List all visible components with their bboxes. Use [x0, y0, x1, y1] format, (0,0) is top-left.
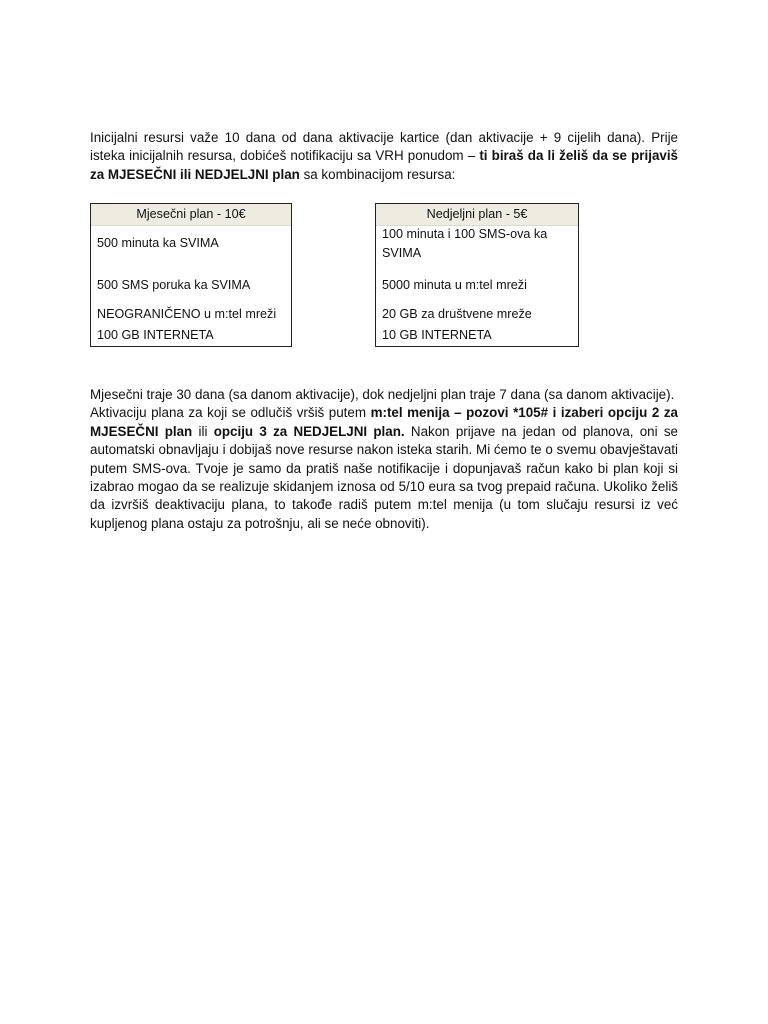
monthly-plan-row: 100 GB INTERNETA	[97, 328, 214, 342]
weekly-plan-row: 100 minuta i 100 SMS-ova ka SVIMA	[382, 227, 548, 260]
activation-text-1: Aktivaciju plana za koji se odlučiš vršiš putem	[90, 405, 371, 421]
weekly-plan-row: 20 GB za društvene mreže	[382, 307, 532, 321]
intro-paragraph	[90, 129, 678, 184]
intro-text-1: Inicijalni resursi važe 10 dana od dana aktivacije kartice (dan aktivacije + 9 cijelih dana). Prije isteka inicijalnih resursa, dobićeš notifikaciju sa VRH ponudom –	[90, 130, 678, 164]
intro-bold-choice: ti biraš da li želiš da se prijaviš za MJESEČNI ili NEDJELJNI plan	[90, 148, 679, 182]
activation-text-2: ili	[192, 423, 214, 439]
monthly-plan-table	[90, 203, 292, 347]
monthly-plan-row: NEOGRANIČENO u m:tel mreži	[97, 307, 277, 321]
weekly-plan-table	[375, 203, 579, 347]
monthly-plan-row: 500 SMS poruka ka SVIMA	[97, 278, 251, 292]
activation-bold-weekly: opciju 3 za NEDJELJNI plan.	[213, 423, 405, 439]
activation-text-3: Nakon prijave na jedan od planova, oni se automatski obnavljaju i dobijaš nove resurse nakon isteka starih. Mi ćemo te o svemu obavještavati putem SMS-ova. Tvoje je samo da pratiš naše notifikacije i dopunjavaš račun kako bi plan koji si izabrao mogao da se realizuje skidanjem iznosa od 5/10 eura sa tvog prepaid računa. Ukoliko želiš da izvršiš deaktivaciju plana, to takođe radiš putem m:tel menija (u tom slučaju resursi iz već kupljenog plana ostaju za potrošnju, ali se neće obnoviti).	[90, 423, 678, 531]
intro-text-2: sa kombinacijom resursa:	[299, 166, 456, 182]
weekly-plan-row: 5000 minuta u m:tel mreži	[382, 278, 527, 292]
outro-paragraph	[90, 386, 678, 533]
duration-text: Mjesečni traje 30 dana (sa danom aktivacije), dok nedjeljni plan traje 7 dana (sa danom aktivacije).	[90, 387, 675, 402]
activation-bold-monthly: m:tel menija – pozovi *105# i izaberi opciju 2 za MJESEČNI plan	[90, 405, 679, 439]
weekly-plan-title: Nedjeljni plan - 5€	[376, 204, 578, 226]
monthly-plan-title: Mjesečni plan - 10€	[91, 204, 291, 226]
weekly-plan-row: 10 GB INTERNETA	[382, 328, 492, 342]
monthly-plan-row: 500 minuta ka SVIMA	[97, 236, 219, 250]
